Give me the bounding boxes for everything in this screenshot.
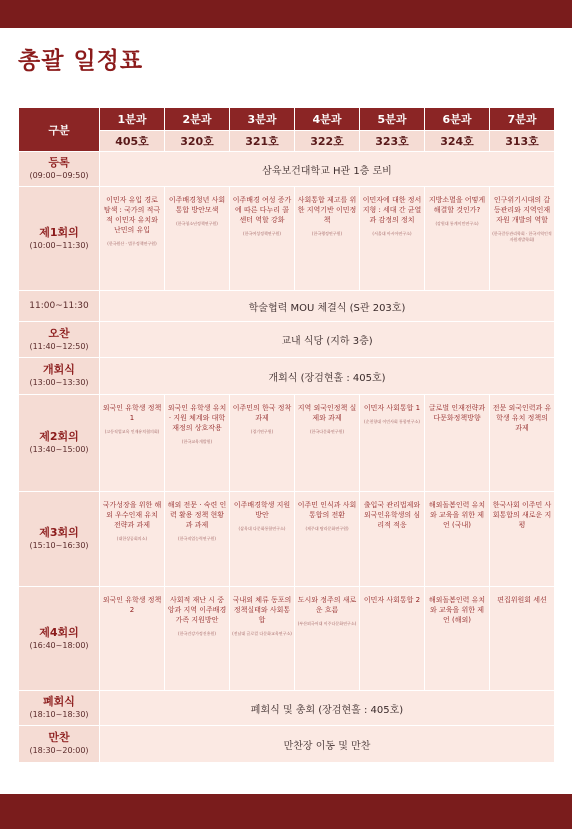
session-topic: 전문 외국인력과 유학생 유치 정책의 과제 (492, 404, 552, 432)
session-6: 6분과 (425, 108, 490, 131)
session-topic: 이민자에 대한 정서 지형 : 세대 간 균열과 감정의 정치 (362, 196, 422, 224)
session-topic: 사회적 재난 시 중앙과 지역 이주배경가족 지원방안 (167, 596, 227, 624)
meeting-3-cell (165, 492, 230, 587)
session-topic: 외국인 유학생 정책2 (102, 596, 162, 614)
label-dinner (19, 726, 100, 763)
session-topic: 지역 외국인정책 실제와 과제 (297, 404, 357, 422)
session-topic: 이민자 사회통합 2 (363, 596, 421, 604)
session-topic: 국내외 체류 동포의 정책실태와 사회통합 (232, 596, 292, 624)
session-organizer: (한국청소년정책연구원) (176, 221, 218, 226)
session-topic: 이주배경 여성 증가에 따른 다누리 콜센터 역할 강화 (232, 196, 292, 224)
session-organizer: (한국건강가정진흥원) (178, 631, 216, 636)
lunch-text: 교내 식당 (지하 3층) (100, 322, 555, 358)
label-lunch (19, 322, 100, 358)
meeting-4-cell (490, 587, 555, 691)
room-4: 322호 (295, 131, 360, 152)
session-topic: 외국인 유학생 정책 1 (102, 404, 162, 422)
session-organizer: (순천향대 이민사회 통합연구소) (364, 419, 420, 424)
session-organizer: (삼육대 다문화통합연구소) (238, 526, 286, 531)
meeting-3-cell (230, 492, 295, 587)
session-organizer: (한국교육개발원) (181, 439, 213, 444)
session-topic: 이민자 사회통합 1 (363, 404, 421, 412)
row-mou (19, 291, 555, 322)
meeting-1-cell (165, 187, 230, 291)
label-meeting-3 (19, 492, 100, 587)
meeting-4-cell (165, 587, 230, 691)
session-7: 7분과 (490, 108, 555, 131)
session-topic: 인구위기시대의 갈등관리와 지역인재자원 개발의 역할 (493, 196, 551, 224)
meeting-2-cell (165, 395, 230, 492)
session-topic: 국가성장을 위한 해외 우수인재 유치 전략과 과제 (102, 501, 162, 529)
meeting-1-cell (425, 187, 490, 291)
label-meeting-1 (19, 187, 100, 291)
header-row-sessions (19, 108, 555, 131)
session-organizer: (한국원산 · 법무정책연구원) (107, 241, 157, 246)
meeting-3-label: 제3회의 (39, 526, 79, 539)
meeting-4-cell (230, 587, 295, 691)
label-opening (19, 358, 100, 395)
row-closing (19, 691, 555, 726)
session-organizer: (강원대 통계이민연구소) (435, 221, 479, 226)
meeting-2-cell (295, 395, 360, 492)
session-topic: 한국사회 이주민 사회통합의 새로운 지평 (492, 501, 552, 529)
session-topic: 지방소멸을 어떻게 해결할 것인가? (428, 196, 486, 214)
session-topic: 이주민의 한국 정착 과제 (232, 404, 292, 422)
meeting-2-cell (360, 395, 425, 492)
mou-text: 학술협력 MOU 체결식 (S관 203호) (100, 291, 555, 322)
meeting-3-time: (15:10~16:30) (29, 541, 89, 550)
meeting-3-cell (295, 492, 360, 587)
header-gubun: 구분 (19, 108, 100, 152)
session-topic: 이민자 유입 경로 탐색 : 국가의 적극적 이민자 유치와 난민의 유입 (103, 196, 161, 234)
meeting-3-cell (360, 492, 425, 587)
mou-time: 11:00~11:30 (19, 291, 100, 322)
label-closing (19, 691, 100, 726)
session-4: 4분과 (295, 108, 360, 131)
dinner-text: 만찬장 이동 및 만찬 (100, 726, 555, 763)
session-organizer: (전남대 글로컬 다문화교육연구소) (232, 631, 292, 636)
closing-text: 폐회식 및 총회 (장검현홀 : 405호) (100, 691, 555, 726)
room-3: 321호 (230, 131, 295, 152)
meeting-2-time: (13:40~15:00) (29, 445, 89, 454)
session-topic: 이주배경청년 사회통합 방안모색 (168, 196, 226, 214)
dinner-time: (18:30~20:00) (29, 746, 89, 755)
row-dinner (19, 726, 555, 763)
meeting-1-cell (490, 187, 555, 291)
registration-label: 등록 (48, 156, 70, 169)
row-registration (19, 152, 555, 187)
row-opening (19, 358, 555, 395)
registration-text: 삼육보건대학교 H관 1층 로비 (100, 152, 555, 187)
meeting-1-cell (100, 187, 165, 291)
meeting-2-cell (230, 395, 295, 492)
meeting-1-label: 제1회의 (39, 225, 79, 239)
session-topic: 도시와 정주의 새로운 흐름 (297, 596, 357, 614)
bottom-band (0, 794, 572, 829)
opening-time: (13:00~13:30) (29, 378, 89, 387)
row-meeting-1 (19, 187, 555, 291)
opening-text: 개회식 (장검현홀 : 405호) (100, 358, 555, 395)
session-organizer: (한국다문화연구원) (309, 429, 345, 434)
meeting-4-time: (16:40~18:00) (29, 640, 89, 650)
closing-time: (18:10~18:30) (29, 710, 89, 719)
meeting-1-cell (295, 187, 360, 291)
meeting-3-cell (100, 492, 165, 587)
session-organizer: (제주대 탐라문화연구원) (305, 526, 349, 531)
session-topic: 해외돌봄인력 유치와 교육을 위한 제언 (해외) (428, 596, 486, 624)
meeting-4-cell (360, 587, 425, 691)
meeting-1-cell (230, 187, 295, 291)
row-meeting-4 (19, 587, 555, 691)
lunch-label: 오찬 (48, 326, 70, 340)
opening-label: 개회식 (43, 363, 75, 376)
session-topic: 글로벌 인재전략과 다문화정책방향 (428, 404, 486, 422)
room-1: 405호 (100, 131, 165, 152)
session-organizer: (부산외국어대 이주다문화연구소) (297, 621, 357, 626)
session-organizer: (대한상공회의소) (116, 536, 148, 541)
session-topic: 출입국 관리법제와 외국인유학생의 심리적 적응 (363, 501, 421, 529)
meeting-2-label: 제2회의 (39, 430, 79, 443)
page-title: 총괄 일정표 (18, 48, 144, 74)
row-lunch (19, 322, 555, 358)
session-topic: 사회통합 제고를 위한 지역기반 이민정책 (297, 196, 357, 224)
session-organizer: (고등직업교육 인재유치협의회) (104, 429, 160, 434)
room-6: 324호 (425, 131, 490, 152)
top-band (0, 0, 572, 28)
session-organizer: (한국직업능력연구원) (178, 536, 216, 541)
closing-label: 폐회식 (43, 695, 75, 708)
schedule-table (18, 107, 555, 763)
meeting-4-cell (425, 587, 490, 691)
room-2: 320호 (165, 131, 230, 152)
session-5: 5분과 (360, 108, 425, 131)
session-organizer: (경기연구원) (250, 429, 274, 434)
session-organizer: (한국갈등관리학회 · 한국지역인적자원개발학회) (492, 231, 552, 242)
label-meeting-2 (19, 395, 100, 492)
session-topic: 편집위원회 세션 (497, 596, 547, 604)
session-topic: 해외 전문 · 숙련 인력 활용 정책 현황과 과제 (167, 501, 227, 529)
lunch-time: (11:40~12:50) (29, 341, 89, 351)
meeting-2-cell (425, 395, 490, 492)
dinner-label: 만찬 (48, 731, 70, 744)
session-topic: 이주민 인식과 사회통합의 전환 (297, 501, 357, 519)
meeting-4-cell (295, 587, 360, 691)
meeting-2-cell (490, 395, 555, 492)
meeting-1-time: (10:00~11:30) (29, 240, 89, 250)
session-topic: 외국인 유학생 유치 · 지원 체계와 대학 재정의 상호작용 (167, 404, 227, 432)
header-row-rooms (19, 131, 555, 152)
meeting-4-label: 제4회의 (39, 625, 79, 639)
meeting-3-cell (425, 492, 490, 587)
registration-time: (09:00~09:50) (29, 171, 89, 180)
room-7: 313호 (490, 131, 555, 152)
row-meeting-3 (19, 492, 555, 587)
meeting-2-cell (100, 395, 165, 492)
room-5: 323호 (360, 131, 425, 152)
session-organizer: (서울대 아시아연구소) (372, 231, 412, 236)
label-meeting-4 (19, 587, 100, 691)
session-organizer: (한국여성정책연구원) (243, 231, 281, 236)
meeting-3-cell (490, 492, 555, 587)
session-3: 3분과 (230, 108, 295, 131)
session-topic: 해외돌봄인력 유치와 교육을 위한 제언 (국내) (428, 501, 486, 529)
label-registration (19, 152, 100, 187)
meeting-1-cell (360, 187, 425, 291)
session-topic: 이주배경학생 지원 방안 (233, 501, 291, 519)
meeting-4-cell (100, 587, 165, 691)
session-1: 1분과 (100, 108, 165, 131)
session-organizer: (한국행정연구원) (311, 231, 343, 236)
row-meeting-2 (19, 395, 555, 492)
session-2: 2분과 (165, 108, 230, 131)
schedule-page (0, 28, 572, 794)
